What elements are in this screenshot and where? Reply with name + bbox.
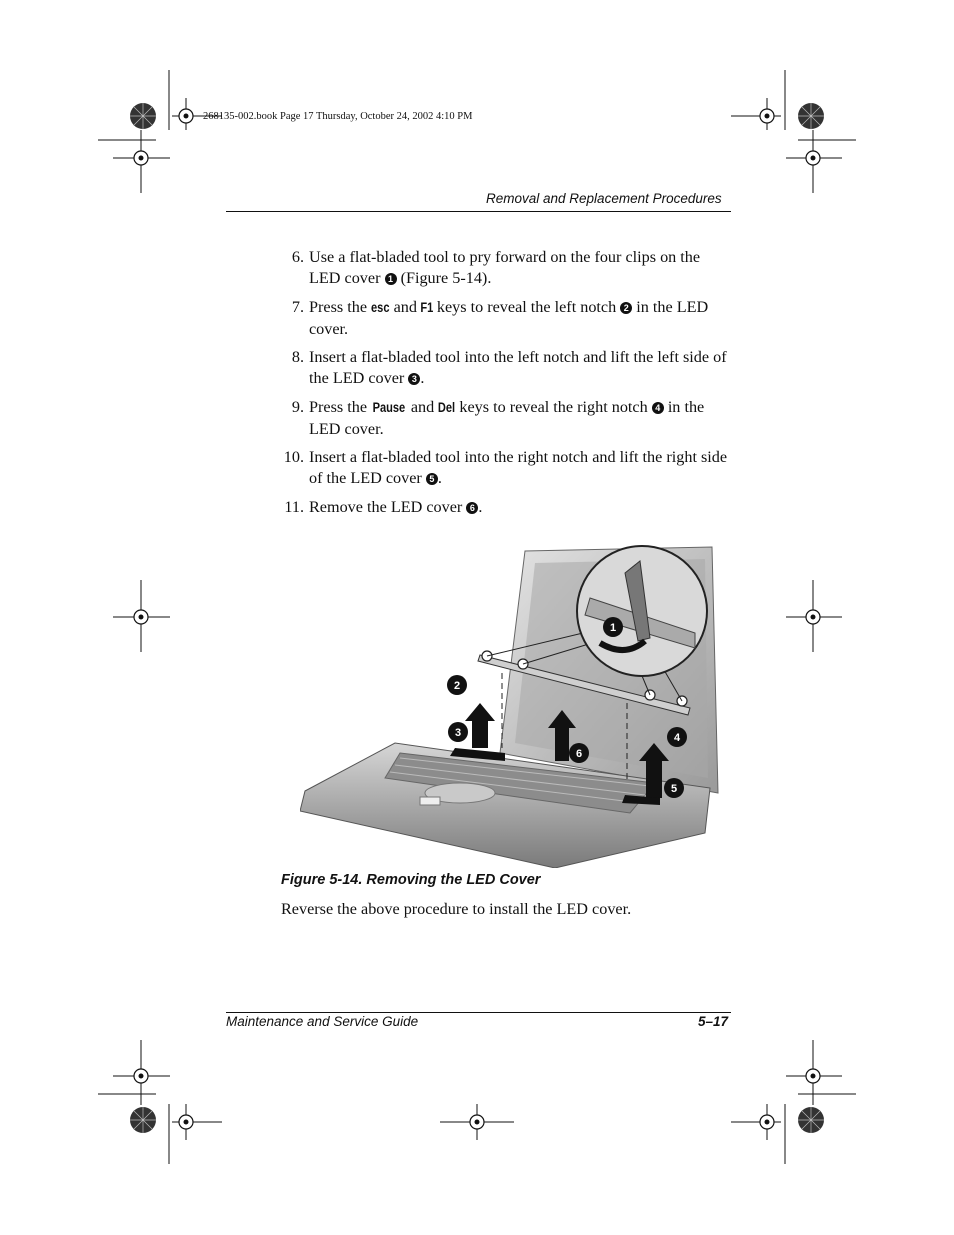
step-number: 10. — [283, 448, 304, 466]
callout-3-icon: 3 — [408, 373, 420, 385]
page-number: 5–17 — [698, 1014, 729, 1029]
figure-callout-6: 6 — [575, 748, 583, 760]
footer-rule — [226, 1012, 731, 1013]
closing-paragraph: Reverse the above procedure to install the LED cover. — [281, 900, 632, 918]
step-7: 7. Press the esc and F1 keys to reveal the left notch 2 in the LED cover. — [291, 298, 709, 338]
header-rule — [226, 211, 731, 212]
step-number: 11. — [284, 498, 304, 516]
figure-callout-1: 1 — [609, 622, 617, 634]
step-9: 9. Press the Pause and Del keys to reveal the right notch 4 in the LED cover. — [291, 398, 705, 438]
callout-6-icon: 6 — [466, 502, 478, 514]
footer-title: Maintenance and Service Guide — [226, 1014, 419, 1029]
key-esc: esc — [371, 300, 390, 315]
figure-caption: Figure 5-14. Removing the LED Cover — [281, 872, 541, 888]
figure-callout-4: 4 — [673, 732, 681, 744]
touchpad-button — [420, 797, 440, 805]
key-f1: F1 — [420, 300, 434, 315]
callout-1-icon: 1 — [385, 273, 397, 285]
step-number: 9. — [291, 398, 304, 416]
led-cover-removal-figure — [300, 543, 720, 868]
step-8: 8. Insert a flat-bladed tool into the left notch and lift the left side of the LED cover 3 . — [291, 348, 727, 387]
running-header: Removal and Replacement Procedures — [486, 191, 722, 206]
key-del: Del — [438, 400, 456, 415]
callout-2-icon: 2 — [620, 302, 632, 314]
figure-callout-3: 3 — [454, 727, 462, 739]
print-slug: 268135-002.book Page 17 Thursday, October 24, 2002 4:10 PM — [203, 111, 473, 122]
lift-arrow-left — [465, 703, 495, 748]
callout-5-icon: 5 — [426, 473, 438, 485]
step-10: 10. Insert a flat-bladed tool into the right notch and lift the right side of the LED cover 5 . — [283, 448, 728, 487]
step-number: 7. — [291, 298, 304, 316]
step-number: 6. — [291, 248, 304, 266]
callout-4-icon: 4 — [652, 402, 664, 414]
figure-callout-5: 5 — [670, 783, 678, 795]
figure-callout-2: 2 — [453, 680, 461, 692]
key-pause: Pause — [372, 400, 406, 415]
step-number: 8. — [291, 348, 304, 366]
step-11: 11. Remove the LED cover 6 . — [284, 498, 483, 516]
step-6: 6. Use a flat-bladed tool to pry forward on the four clips on the LED cover 1 (Figure 5-14). — [291, 248, 701, 287]
